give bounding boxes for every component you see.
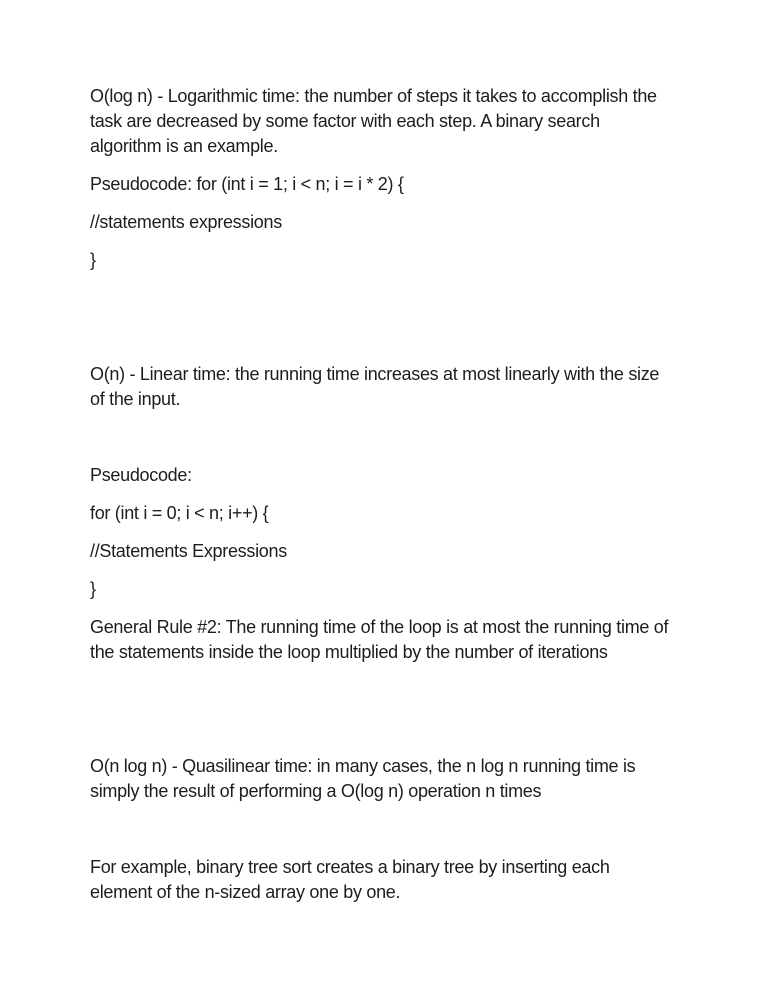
- text-line: General Rule #2: The running time of the loop is at most the running time of: [90, 617, 669, 637]
- text-line: }: [90, 250, 96, 270]
- text-line: }: [90, 579, 96, 599]
- text-line: //Statements Expressions: [90, 541, 287, 561]
- text-line: O(log n) - Logarithmic time: the number of steps it takes to accomplish the: [90, 86, 657, 106]
- paragraph-binary-tree-example: [90, 855, 730, 905]
- paragraph-for-loop-linear: [90, 501, 730, 526]
- text-line: the statements inside the loop multiplied by the number of iterations: [90, 642, 608, 662]
- empty-line: [90, 425, 730, 463]
- empty-line: [90, 286, 730, 324]
- text-line: for (int i = 0; i < n; i++) {: [90, 503, 269, 523]
- paragraph-logarithmic-time: [90, 84, 730, 159]
- text-line: simply the result of performing a O(log n) operation n times: [90, 781, 542, 801]
- paragraph-comment-statements-2: [90, 539, 730, 564]
- paragraph-comment-statements: [90, 210, 730, 235]
- text-line: of the input.: [90, 389, 181, 409]
- empty-line: [90, 678, 730, 716]
- empty-line: [90, 817, 730, 855]
- text-line: algorithm is an example.: [90, 136, 278, 156]
- text-line: O(n log n) - Quasilinear time: in many cases, the n log n running time is: [90, 756, 636, 776]
- paragraph-pseudocode-label: [90, 463, 730, 488]
- text-line: O(n) - Linear time: the running time increases at most linearly with the size: [90, 364, 660, 384]
- paragraph-linear-time: [90, 362, 730, 412]
- paragraph-closing-brace-1: [90, 248, 730, 273]
- text-line: element of the n-sized array one by one.: [90, 882, 401, 902]
- text-line: //statements expressions: [90, 212, 282, 232]
- paragraph-pseudocode-log-loop: [90, 172, 730, 197]
- empty-line: [90, 324, 730, 362]
- paragraph-quasilinear-time: [90, 754, 730, 804]
- text-line: task are decreased by some factor with each step. A binary search: [90, 111, 600, 131]
- paragraph-general-rule-2: [90, 615, 730, 665]
- document-content: [90, 84, 730, 918]
- text-line: Pseudocode: for (int i = 1; i < n; i = i * 2) {: [90, 174, 404, 194]
- paragraph-closing-brace-2: [90, 577, 730, 602]
- text-line: Pseudocode:: [90, 465, 192, 485]
- text-line: For example, binary tree sort creates a binary tree by inserting each: [90, 857, 610, 877]
- empty-line: [90, 716, 730, 754]
